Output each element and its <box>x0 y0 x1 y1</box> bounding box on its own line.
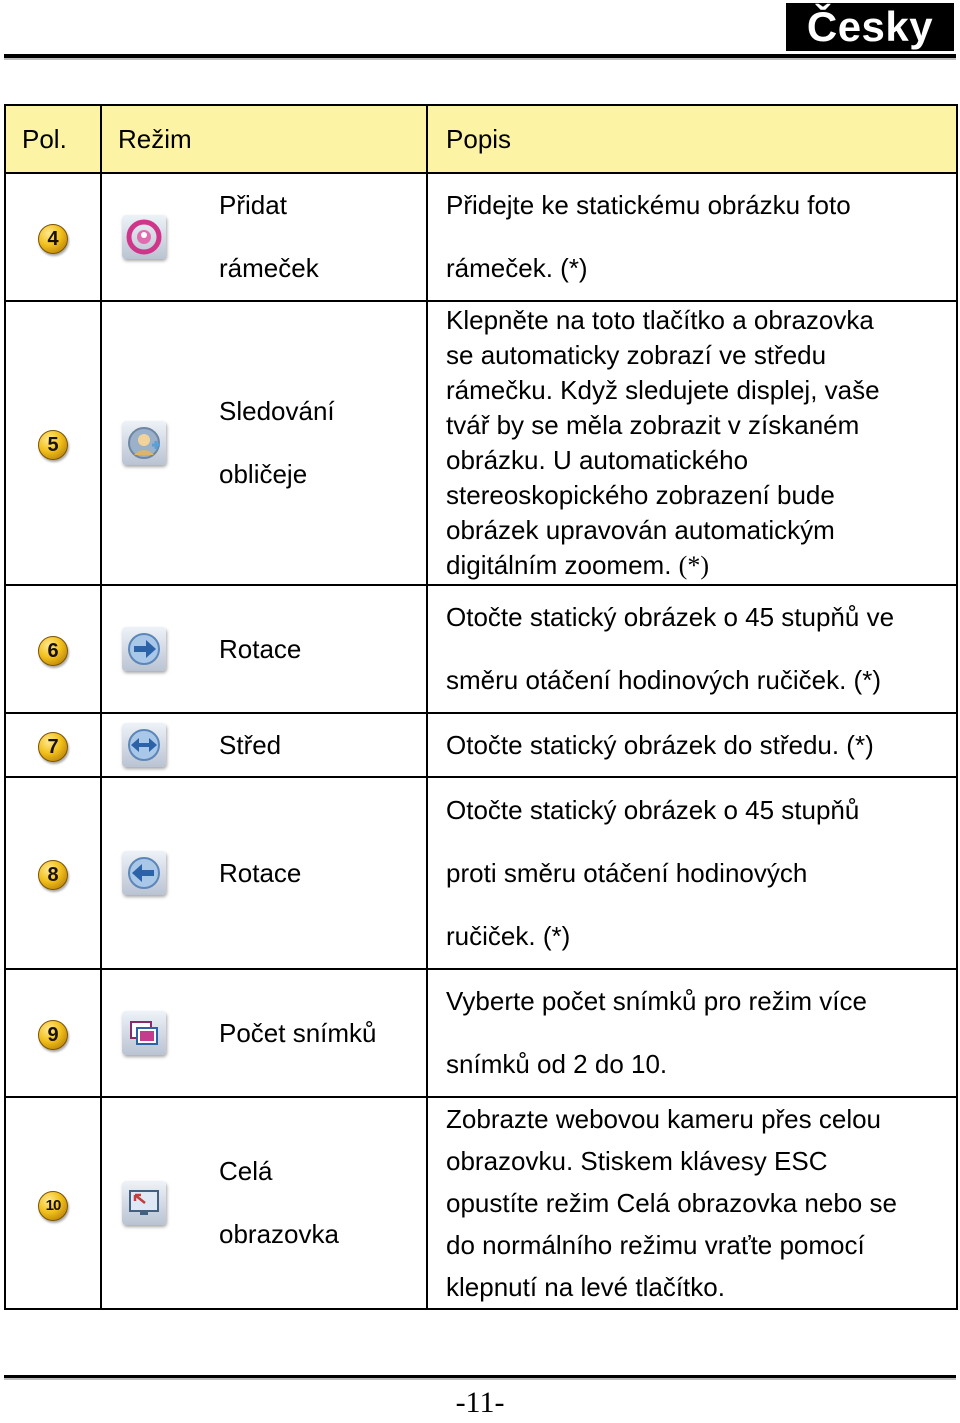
description-line: obrazovku. Stiskem klávesy ESC <box>446 1146 828 1176</box>
row-number-cell <box>5 777 101 969</box>
table-row <box>5 301 957 585</box>
mode-label-line: Rotace <box>219 857 302 888</box>
mode-label-line: Celá <box>219 1156 273 1186</box>
number-badge-icon: 5 <box>38 430 68 460</box>
mode-label-line: Přidat <box>219 190 287 220</box>
description-line: opustíte režim Celá obrazovka nebo se <box>446 1188 897 1218</box>
mode-cell <box>201 173 427 301</box>
description-cell <box>427 969 957 1097</box>
mode-icon-cell <box>101 713 201 777</box>
description-text: digitálním zoomem. <box>446 550 679 580</box>
description-line: snímků od 2 do 10. <box>446 1049 668 1079</box>
multi-frame-icon <box>122 1011 166 1055</box>
rotate-left-icon <box>122 851 166 895</box>
rotate-right-icon <box>122 627 166 671</box>
language-label: Česky <box>786 3 954 51</box>
mode-icon-cell <box>101 969 201 1097</box>
asterisk-note: (*) <box>678 551 709 580</box>
description-line: směru otáčení hodinových ručiček. (*) <box>446 665 881 695</box>
table-row <box>5 713 957 777</box>
description-cell <box>427 585 957 713</box>
mode-label-line: Počet snímků <box>219 1017 377 1048</box>
description-line: klepnutí na levé tlačítko. <box>446 1272 725 1302</box>
description-line: rámečku. Když sledujete displej, vaše <box>446 375 880 405</box>
description-cell <box>427 777 957 969</box>
photo-frame-icon <box>122 215 166 259</box>
column-header-desc: Popis <box>427 105 957 173</box>
mode-cell <box>201 1097 427 1309</box>
description-cell <box>427 173 957 301</box>
table-row <box>5 777 957 969</box>
description-cell <box>427 1097 957 1309</box>
mode-label-line: Střed <box>219 729 282 760</box>
description-line: obrázek upravován automatickým <box>446 515 835 545</box>
mode-icon-cell <box>101 585 201 713</box>
row-number-cell <box>5 173 101 301</box>
mode-label-line: Sledování <box>219 396 335 426</box>
number-badge-icon: 6 <box>38 636 68 666</box>
mode-label-line: obličeje <box>219 459 308 489</box>
table-row <box>5 969 957 1097</box>
description-line: stereoskopického zobrazení bude <box>446 480 835 510</box>
description-cell <box>427 301 957 585</box>
description-line: Zobrazte webovou kameru přes celou <box>446 1104 882 1134</box>
description-line: proti směru otáčení hodinových <box>446 857 808 888</box>
mode-cell <box>201 777 427 969</box>
footer-rule <box>4 1375 956 1380</box>
description-line: Otočte statický obrázek o 45 stupňů ve <box>446 602 895 632</box>
number-badge-icon: 4 <box>38 224 68 254</box>
mode-cell <box>201 713 427 777</box>
description-line: tvář by se měla zobrazit v získaném <box>446 410 860 440</box>
number-badge-icon: 8 <box>38 860 68 890</box>
number-badge-icon: 10 <box>38 1191 68 1221</box>
description-line <box>446 548 950 583</box>
row-number-cell <box>5 1097 101 1309</box>
mode-icon-cell <box>101 1097 201 1309</box>
mode-label-line: obrazovka <box>219 1219 339 1249</box>
mode-label-line: Rotace <box>219 633 302 664</box>
description-line: Klepněte na toto tlačítko a obrazovka <box>446 305 874 335</box>
description-line: do normálního režimu vraťte pomocí <box>446 1230 865 1260</box>
full-screen-icon <box>122 1181 166 1225</box>
description-line: Přidejte ke statickému obrázku foto <box>446 190 851 220</box>
row-number-cell <box>5 585 101 713</box>
table-row <box>5 585 957 713</box>
table-row <box>5 173 957 301</box>
description-line: ručiček. (*) <box>446 920 571 951</box>
page-number: -11- <box>455 1386 505 1419</box>
table-row <box>5 1097 957 1309</box>
feature-table <box>4 104 958 1310</box>
mode-cell <box>201 301 427 585</box>
row-number-cell <box>5 301 101 585</box>
mode-icon-cell <box>101 301 201 585</box>
row-number-cell <box>5 969 101 1097</box>
column-header-mode: Režim <box>101 105 427 173</box>
number-badge-icon: 7 <box>38 732 68 762</box>
mode-icon-cell <box>101 777 201 969</box>
row-number-cell <box>5 713 101 777</box>
number-badge-icon: 9 <box>38 1020 68 1050</box>
description-line: obrázku. U automatického <box>446 445 749 475</box>
face-tracking-icon <box>122 421 166 465</box>
column-header-pol: Pol. <box>5 105 101 173</box>
mode-cell <box>201 585 427 713</box>
description-line: Otočte statický obrázek o 45 stupňů <box>446 794 860 825</box>
description-line: Otočte statický obrázek do středu. (*) <box>446 729 874 760</box>
center-icon <box>122 723 166 767</box>
mode-icon-cell <box>101 173 201 301</box>
description-line: Vyberte počet snímků pro režim více <box>446 986 867 1016</box>
header-rule <box>4 54 956 60</box>
description-line: se automaticky zobrazí ve středu <box>446 340 827 370</box>
mode-cell <box>201 969 427 1097</box>
description-line: rámeček. (*) <box>446 253 588 283</box>
description-cell <box>427 713 957 777</box>
table-header-row <box>5 105 957 173</box>
mode-label-line: rámeček <box>219 253 319 283</box>
